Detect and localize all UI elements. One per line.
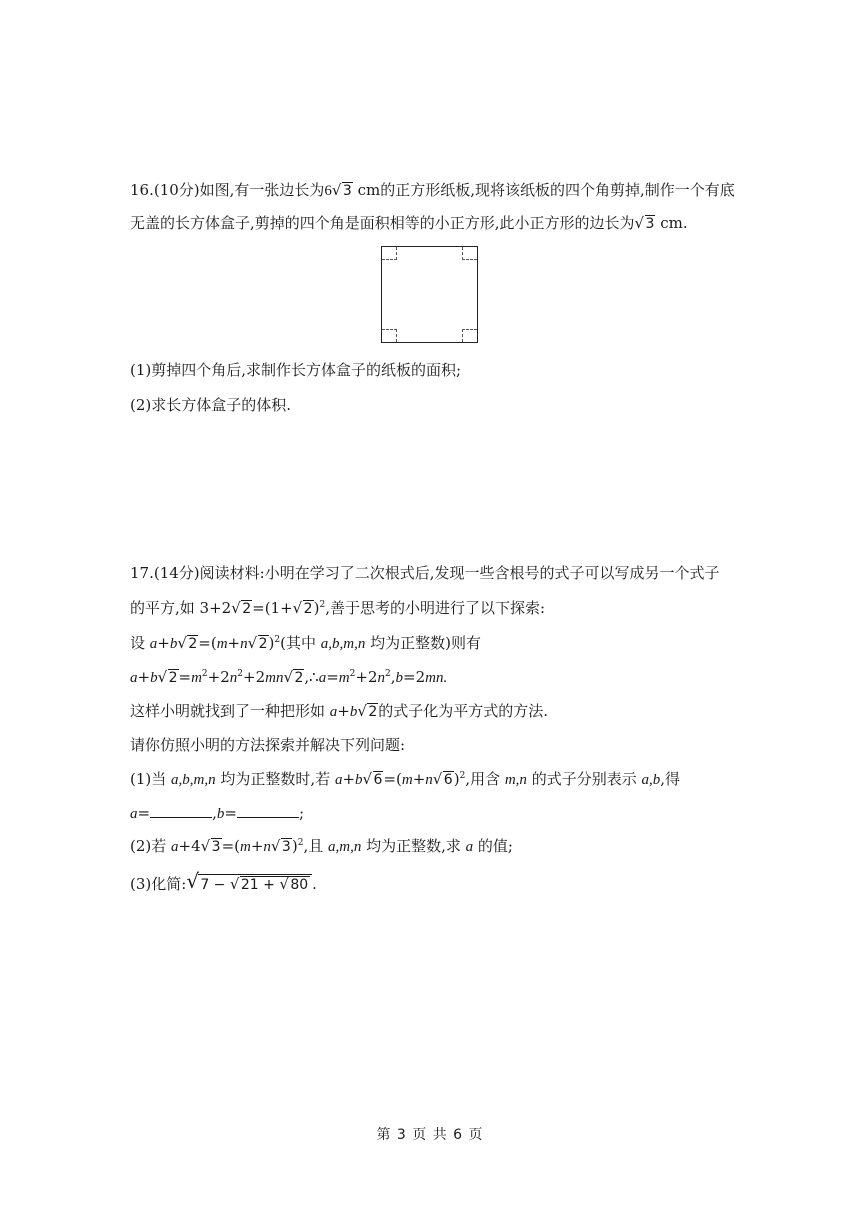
var: a,b,m,n — [320, 636, 366, 652]
rad: 6 — [443, 772, 453, 788]
middle-sqrt — [230, 875, 310, 895]
exp: 2 — [319, 600, 326, 610]
text: ,得 — [660, 770, 681, 788]
q17-part1 — [130, 769, 680, 790]
text: (其中 — [280, 634, 321, 652]
q17-part3 — [130, 874, 317, 895]
exp: 2 — [237, 669, 244, 679]
text: 均为正整数时,若 — [215, 770, 335, 788]
text: = — [326, 668, 339, 686]
text: 7 − — [200, 877, 230, 893]
q16-sqrt — [635, 214, 656, 234]
var: m,n — [504, 772, 527, 788]
exp: 2 — [274, 635, 281, 645]
text: . — [312, 875, 317, 893]
text: + — [342, 770, 356, 788]
rad: 3 — [281, 839, 291, 855]
var: a — [130, 806, 138, 822]
text: =( — [383, 770, 402, 788]
text: = — [137, 804, 151, 822]
text: +4 — [178, 837, 201, 855]
rad: 2 — [368, 704, 378, 720]
q16-part2: (2)求长方体盒子的体积. — [130, 396, 292, 414]
var: n — [240, 636, 248, 652]
var: a — [465, 839, 474, 855]
q16-part1: (1)剪掉四个角后,求制作长方体盒子的纸板的面积; — [130, 361, 462, 379]
var: b — [169, 636, 178, 652]
q17-line4 — [130, 667, 447, 688]
answer-blank-a[interactable] — [150, 803, 212, 818]
text: 的值; — [473, 837, 513, 855]
var: a,m,n — [327, 839, 362, 855]
var: b — [216, 806, 225, 822]
exp: 2 — [459, 771, 466, 781]
q16-text: 无盖的长方体盒子,剪掉的四个角是面积相等的小正方形,此小正方形的边长为 — [130, 214, 635, 232]
corner-cut-bottom-left — [382, 329, 397, 342]
q17-line2 — [130, 598, 545, 619]
inner-radicand: 80 — [290, 877, 309, 893]
q17-part1-answers — [130, 803, 304, 824]
exp: 2 — [297, 838, 304, 848]
q16-line2 — [130, 213, 688, 234]
text: = — [224, 804, 237, 822]
sqrt — [357, 702, 378, 722]
text: 这样小明就找到了一种把形如 — [130, 702, 330, 720]
text: , — [390, 668, 396, 686]
var: n — [263, 839, 271, 855]
text: ) — [291, 837, 298, 855]
sqrt — [231, 599, 252, 619]
var: n — [229, 670, 238, 686]
text: + — [250, 837, 264, 855]
var: a — [334, 772, 343, 788]
q16-rad: 3 — [342, 183, 352, 199]
q16-text: cm. — [655, 214, 688, 232]
rad: 3 — [211, 839, 221, 855]
text: 设 — [130, 634, 150, 652]
text: ,且 — [303, 837, 328, 855]
var: a — [149, 636, 158, 652]
text: + — [412, 770, 426, 788]
rad: 2 — [242, 601, 252, 617]
q17-line3 — [130, 633, 481, 654]
text: =2 — [403, 668, 426, 686]
rad: 2 — [168, 670, 178, 686]
text: =(1+ — [252, 599, 293, 617]
outer-radicand — [198, 874, 312, 893]
sqrt — [271, 837, 292, 857]
var: a — [318, 670, 327, 686]
text: +2 — [207, 668, 230, 686]
text: 的式子分别表示 — [526, 770, 642, 788]
outer-sqrt — [186, 875, 312, 895]
text: 21 + — [240, 877, 280, 893]
q17-line1: 17.(14分)阅读材料:小明在学习了二次根式后,发现一些含根号的式子可以写成另一个式子 — [130, 564, 720, 582]
text: ) — [268, 634, 275, 652]
text: ) — [313, 599, 320, 617]
q16-rad: 3 — [645, 216, 655, 232]
q17-part2 — [130, 836, 513, 857]
sqrt — [293, 599, 314, 619]
text: +2 — [243, 668, 266, 686]
var: a — [130, 670, 138, 686]
text: ,用含 — [465, 770, 505, 788]
var: m — [401, 772, 413, 788]
text: , — [212, 804, 217, 822]
q16-line1 — [130, 180, 735, 201]
text: +2 — [355, 668, 378, 686]
var: b — [355, 772, 363, 788]
var: b — [395, 670, 404, 686]
q16-side-coef: 6 — [324, 183, 332, 199]
text: + — [157, 634, 170, 652]
sqrt — [248, 634, 269, 654]
text: ; — [298, 804, 304, 822]
sqrt — [363, 770, 384, 790]
text: + — [137, 668, 151, 686]
text: (2)若 — [130, 837, 172, 855]
var: m — [338, 670, 350, 686]
q16-sqrt — [332, 181, 353, 201]
middle-radicand — [240, 876, 310, 893]
var: b — [349, 704, 358, 720]
var: b — [150, 670, 158, 686]
corner-cut-bottom-right — [462, 329, 477, 342]
sqrt — [201, 837, 222, 857]
square-board-figure — [381, 246, 478, 343]
sqrt — [158, 668, 179, 688]
sqrt — [283, 668, 304, 688]
rad: 6 — [373, 772, 383, 788]
q17-line6: 请你仿照小明的方法探索并解决下列问题: — [130, 736, 406, 754]
q17-line5 — [130, 701, 548, 722]
var: a,b — [641, 772, 661, 788]
rad: 2 — [303, 601, 313, 617]
rad: 2 — [294, 670, 304, 686]
q16-text: cm的正方形纸板,现将该纸板的四个角剪掉,制作一个有底 — [352, 181, 735, 199]
var: n — [377, 670, 385, 686]
exp: 2 — [349, 669, 356, 679]
var: mn — [265, 670, 284, 686]
var: a — [171, 839, 179, 855]
var: a — [329, 704, 338, 720]
text: 的平方,如 3+2 — [130, 599, 232, 617]
q16-text: 16.(10分)如图,有一张边长为 — [130, 181, 325, 199]
inner-sqrt — [279, 875, 309, 895]
text: ,善于思考的小明进行了以下探索: — [325, 599, 546, 617]
corner-cut-top-right — [462, 247, 477, 260]
exp: 2 — [201, 669, 208, 679]
rad: 2 — [258, 636, 268, 652]
text: 均为正整数,求 — [361, 837, 466, 855]
text: (3)化简: — [130, 875, 187, 893]
text: + — [227, 634, 241, 652]
text: 的式子化为平方式的方法. — [378, 702, 549, 720]
sqrt — [177, 634, 198, 654]
rad: 2 — [188, 636, 198, 652]
text: (1)当 — [130, 770, 172, 788]
page-footer: 第 3 页 共 6 页 — [376, 1127, 484, 1143]
var: m — [191, 670, 202, 686]
var: mn. — [425, 670, 448, 686]
text: ) — [453, 770, 460, 788]
sqrt — [433, 770, 454, 790]
corner-cut-top-left — [382, 247, 397, 260]
var: n — [425, 772, 433, 788]
text: ,∴ — [304, 668, 319, 686]
text: 均为正整数)则有 — [365, 634, 481, 652]
text: =( — [198, 634, 217, 652]
text: + — [337, 702, 350, 720]
var: a,b,m,n — [171, 772, 216, 788]
text: = — [178, 668, 192, 686]
text: =( — [221, 837, 240, 855]
var: m — [216, 636, 228, 652]
var: m — [240, 839, 251, 855]
answer-blank-b[interactable] — [237, 803, 299, 818]
exp: 2 — [385, 669, 391, 679]
